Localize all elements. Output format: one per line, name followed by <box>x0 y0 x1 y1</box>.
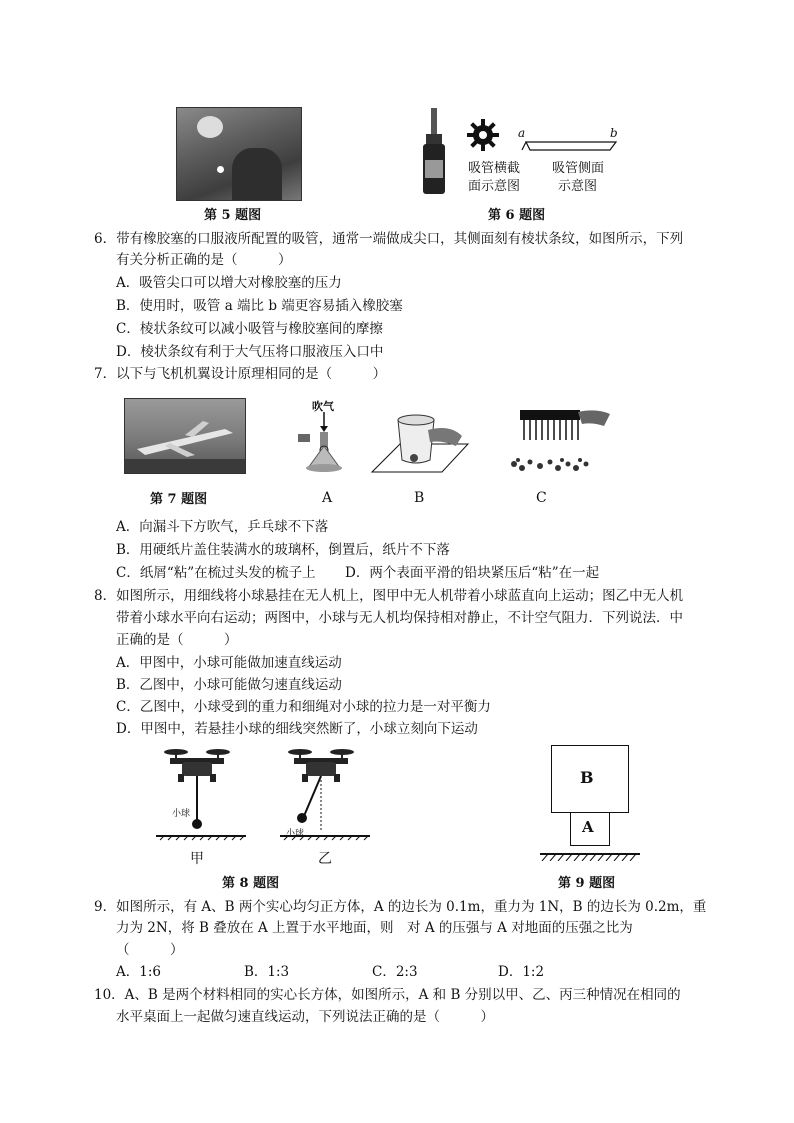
q7-label-a: A <box>322 490 333 506</box>
q8-stem-line2: 带着小球水平向右运动；两图中，小球与无人机均保持相对静止，不计空气阻力．下列说法．中 <box>116 610 683 626</box>
q8-drone-jia <box>156 744 246 848</box>
q8-stem-line3: 正确的是（ ） <box>116 632 238 648</box>
q5-photo <box>176 107 302 201</box>
q6-gear-icon <box>466 118 500 152</box>
q9-ground <box>540 846 640 854</box>
q6-option-b: B．使用时，吸管 a 端比 b 端更容易插入橡胶塞 <box>116 298 403 314</box>
q6-bottle <box>420 108 448 196</box>
q8-ball-label-jia: 小球 <box>172 809 191 819</box>
player-shape <box>232 148 282 200</box>
q6-straw-side <box>520 128 620 152</box>
q7-label-b: B <box>414 490 425 506</box>
q8-option-a: A．甲图中，小球可能做加速直线运动 <box>116 655 342 671</box>
q8-option-d: D．甲图中，若悬挂小球的细线突然断了，小球立刻向下运动 <box>116 721 478 737</box>
q9-option-b: B．1:3 <box>244 964 290 980</box>
q7-glass-figure <box>370 406 470 476</box>
q6-side-label: 吸管侧面 示意图 <box>552 161 605 194</box>
q7-option-a: A．向漏斗下方吹气，乒乓球不下落 <box>116 519 329 535</box>
q7-label-c: C <box>536 490 547 506</box>
q6-caption: 第 6 题图 <box>488 208 546 223</box>
q8-stem-line1: 8．如图所示，用细线将小球悬挂在无人机上，图甲中无人机带着小球蓝直向上运动；图乙中无人机 <box>94 588 684 604</box>
q7-option-c: C．纸屑“粘”在梳过头发的梳子上 <box>116 565 316 581</box>
q7-stem: 7．以下与飞机机翼设计原理相同的是（ ） <box>94 366 387 382</box>
q6-option-c: C．棱状条纹可以减小吸管与橡胶塞间的摩擦 <box>116 321 383 337</box>
q6-end-a: a <box>518 126 526 140</box>
q9-option-c: C．2:3 <box>372 964 418 980</box>
q8-ball-label-yi: 小球 <box>286 829 305 839</box>
q8-option-c: C．乙图中，小球受到的重力和细绳对小球的拉力是一对平衡力 <box>116 699 491 715</box>
q6-option-d: D．棱状条纹有利于大气压将口服液压入口中 <box>116 344 384 360</box>
q7-caption: 第 7 题图 <box>150 492 208 507</box>
q7-option-d: D．两个表面平滑的铅块紧压后“粘”在一起 <box>345 565 600 581</box>
ball-shape <box>217 166 224 173</box>
q7-comb-figure <box>500 404 612 476</box>
q6-stem-line2: 有关分析正确的是（ ） <box>116 252 292 268</box>
q9-stem-line2: 力为 2N，将 B 叠放在 A 上置于水平地面，则 对 A 的压强与 A 对地面的压强之比为 <box>116 920 633 936</box>
q9-block-b-label: B <box>580 768 594 787</box>
q6-option-a: A．吸管尖口可以增大对橡胶塞的压力 <box>116 275 342 291</box>
q8-label-jia: 甲 <box>190 851 204 867</box>
q6-section-label: 吸管横截 面示意图 <box>468 161 521 194</box>
q7-blow-label: 吹气 <box>312 400 334 413</box>
q9-option-a: A．1:6 <box>116 964 161 980</box>
q9-block-a-label: A <box>582 818 594 836</box>
q9-stem-line1: 9．如图所示，有 A、B 两个实心均匀正方体，A 的边长为 0.1m，重力为 1N，B 的边长为 0.2m，重 <box>94 899 707 915</box>
q7-option-b: B．用硬纸片盖住装满水的玻璃杯，倒置后，纸片不下落 <box>116 542 450 558</box>
q8-label-yi: 乙 <box>318 851 332 867</box>
q10-stem-line2: 水平桌面上一起做匀速直线运动，下列说法正确的是（ ） <box>116 1009 494 1025</box>
q8-caption: 第 8 题图 <box>222 876 280 891</box>
q6-end-b: b <box>610 126 618 140</box>
q9-option-d: D．1:2 <box>498 964 545 980</box>
q5-caption: 第 5 题图 <box>204 208 262 223</box>
q6-stem-line1: 6．带有橡胶塞的口服液所配置的吸管，通常一端做成尖口，其侧面刻有棱状条纹，如图所示，下列 <box>94 231 684 247</box>
q8-option-b: B．乙图中，小球可能做匀速直线运动 <box>116 677 342 693</box>
paddle-shape <box>197 116 223 138</box>
q9-stem-line3: （ ） <box>116 942 184 958</box>
q7-airplane-photo <box>124 398 246 474</box>
q9-caption: 第 9 题图 <box>558 876 616 891</box>
q10-stem-line1: 10．A、B 是两个材料相同的实心长方体，如图所示，A 和 B 分别以甲、乙、丙三种情况在相同的 <box>94 987 681 1003</box>
q7-funnel-figure <box>294 410 356 474</box>
